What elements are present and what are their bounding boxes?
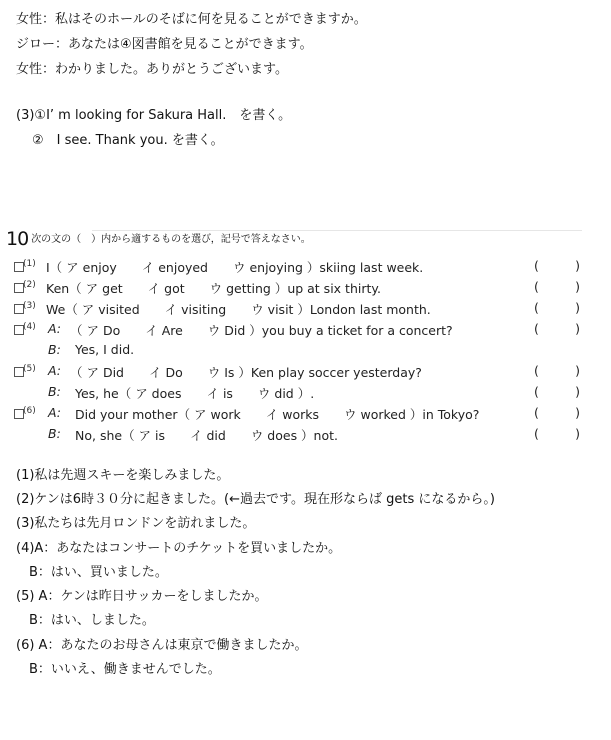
question-text: Did your mother（ ア work イ works ウ worked ）in Tokyo?: [75, 407, 480, 422]
speaker-label: A:: [48, 405, 61, 420]
exercise-instruction: 次の文の（ ）内から適するものを選び，記号で答えなさい。: [31, 234, 311, 245]
dialogue-line-jiro-answer: ジロー：あなたは④図書館を見ることができます。: [16, 37, 313, 52]
speaker-label: B:: [48, 384, 61, 399]
question-number: (5): [23, 364, 36, 374]
question-text: We（ ア visited イ visiting ウ visit ）London last month.: [46, 302, 431, 317]
writing-note-1: (3)①I’ m looking for Sakura Hall. を書く。: [16, 108, 292, 123]
question-row: B: Yes, he（ ア does イ is ウ did ）. ( ): [48, 384, 580, 401]
speaker-label: A:: [48, 363, 61, 378]
question-row: (5) A: （ ア Did イ Do ウ Is ）Ken play soccer yesterday? ( ): [0, 363, 585, 383]
question-row: (2) Ken（ ア get イ got ウ getting ）up at six thirty. ( ): [0, 279, 585, 299]
exercise-10: [0, 228, 585, 450]
writing-note-2: ② I see. Thank you. を書く。: [32, 133, 224, 148]
question-row: [0, 342, 585, 362]
answer-line: B：はい、しました。: [16, 613, 155, 628]
answer-line: (3)私たちは先月ロンドンを訪れました。: [16, 516, 256, 531]
question-number: (2): [23, 280, 36, 290]
answer-line: (5) A：ケンは昨日サッカーをしましたか。: [16, 589, 268, 604]
exercise-number: 10: [6, 228, 29, 250]
answer-line: (6) A：あなたのお母さんは東京で働きましたか。: [16, 638, 308, 653]
question-text: I（ ア enjoy イ enjoyed ウ enjoying ）skiing last week.: [46, 260, 424, 275]
answer-line: (2)ケンは6時３０分に起きました。(←過去です。現在形ならば gets になるから。): [16, 492, 495, 507]
dialogue-line-woman-thanks: 女性：わかりました。ありがとうございます。: [16, 62, 288, 77]
answer-line: B：はい、買いました。: [16, 565, 168, 580]
answer-line: B：いいえ、働きませんでした。: [16, 662, 221, 677]
answer-line: (1)私は先週スキーを楽しみました。: [16, 468, 230, 483]
question-number: (3): [23, 301, 36, 311]
question-text: （ ア Did イ Do ウ Is ）Ken play soccer yesterday?: [70, 365, 422, 380]
question-row: (4) A: （ ア Do イ Are ウ Did ）you buy a ticket for a concert? ( ): [0, 321, 585, 341]
answer-line: (4)A：あなたはコンサートのチケットを買いましたか。: [16, 541, 342, 556]
exercise-header: [6, 228, 311, 250]
speaker-label: A:: [48, 321, 61, 336]
question-row: (6) A: Did your mother（ ア work イ works ウ worked ）in Tokyo? ( ): [0, 405, 585, 425]
speaker-label: B:: [48, 342, 61, 357]
question-row: (3) We（ ア visited イ visiting ウ visit ）London last month. ( ): [0, 300, 585, 320]
question-text: Ken（ ア get イ got ウ getting ）up at six thirty.: [46, 281, 381, 296]
question-text: （ ア Do イ Are ウ Did ）you buy a ticket for a concert?: [70, 323, 453, 338]
question-row: (1) I（ ア enjoy イ enjoyed ウ enjoying ）skiing last week. ( ): [0, 258, 585, 278]
dialogue-line-woman-question: 女性：私はそのホールのそばに何を見ることができますか。: [16, 12, 367, 27]
question-row: B: No, she（ ア is イ did ウ does ）not. ( ): [48, 426, 580, 443]
question-text: No, she（ ア is イ did ウ does ）not.: [75, 428, 338, 443]
question-number: (1): [23, 259, 36, 269]
speaker-label: B:: [48, 426, 61, 441]
question-text: Yes, I did.: [75, 342, 135, 357]
question-text: Yes, he（ ア does イ is ウ did ）.: [75, 386, 315, 401]
question-number: (4): [23, 322, 36, 332]
question-number: (6): [23, 406, 36, 416]
